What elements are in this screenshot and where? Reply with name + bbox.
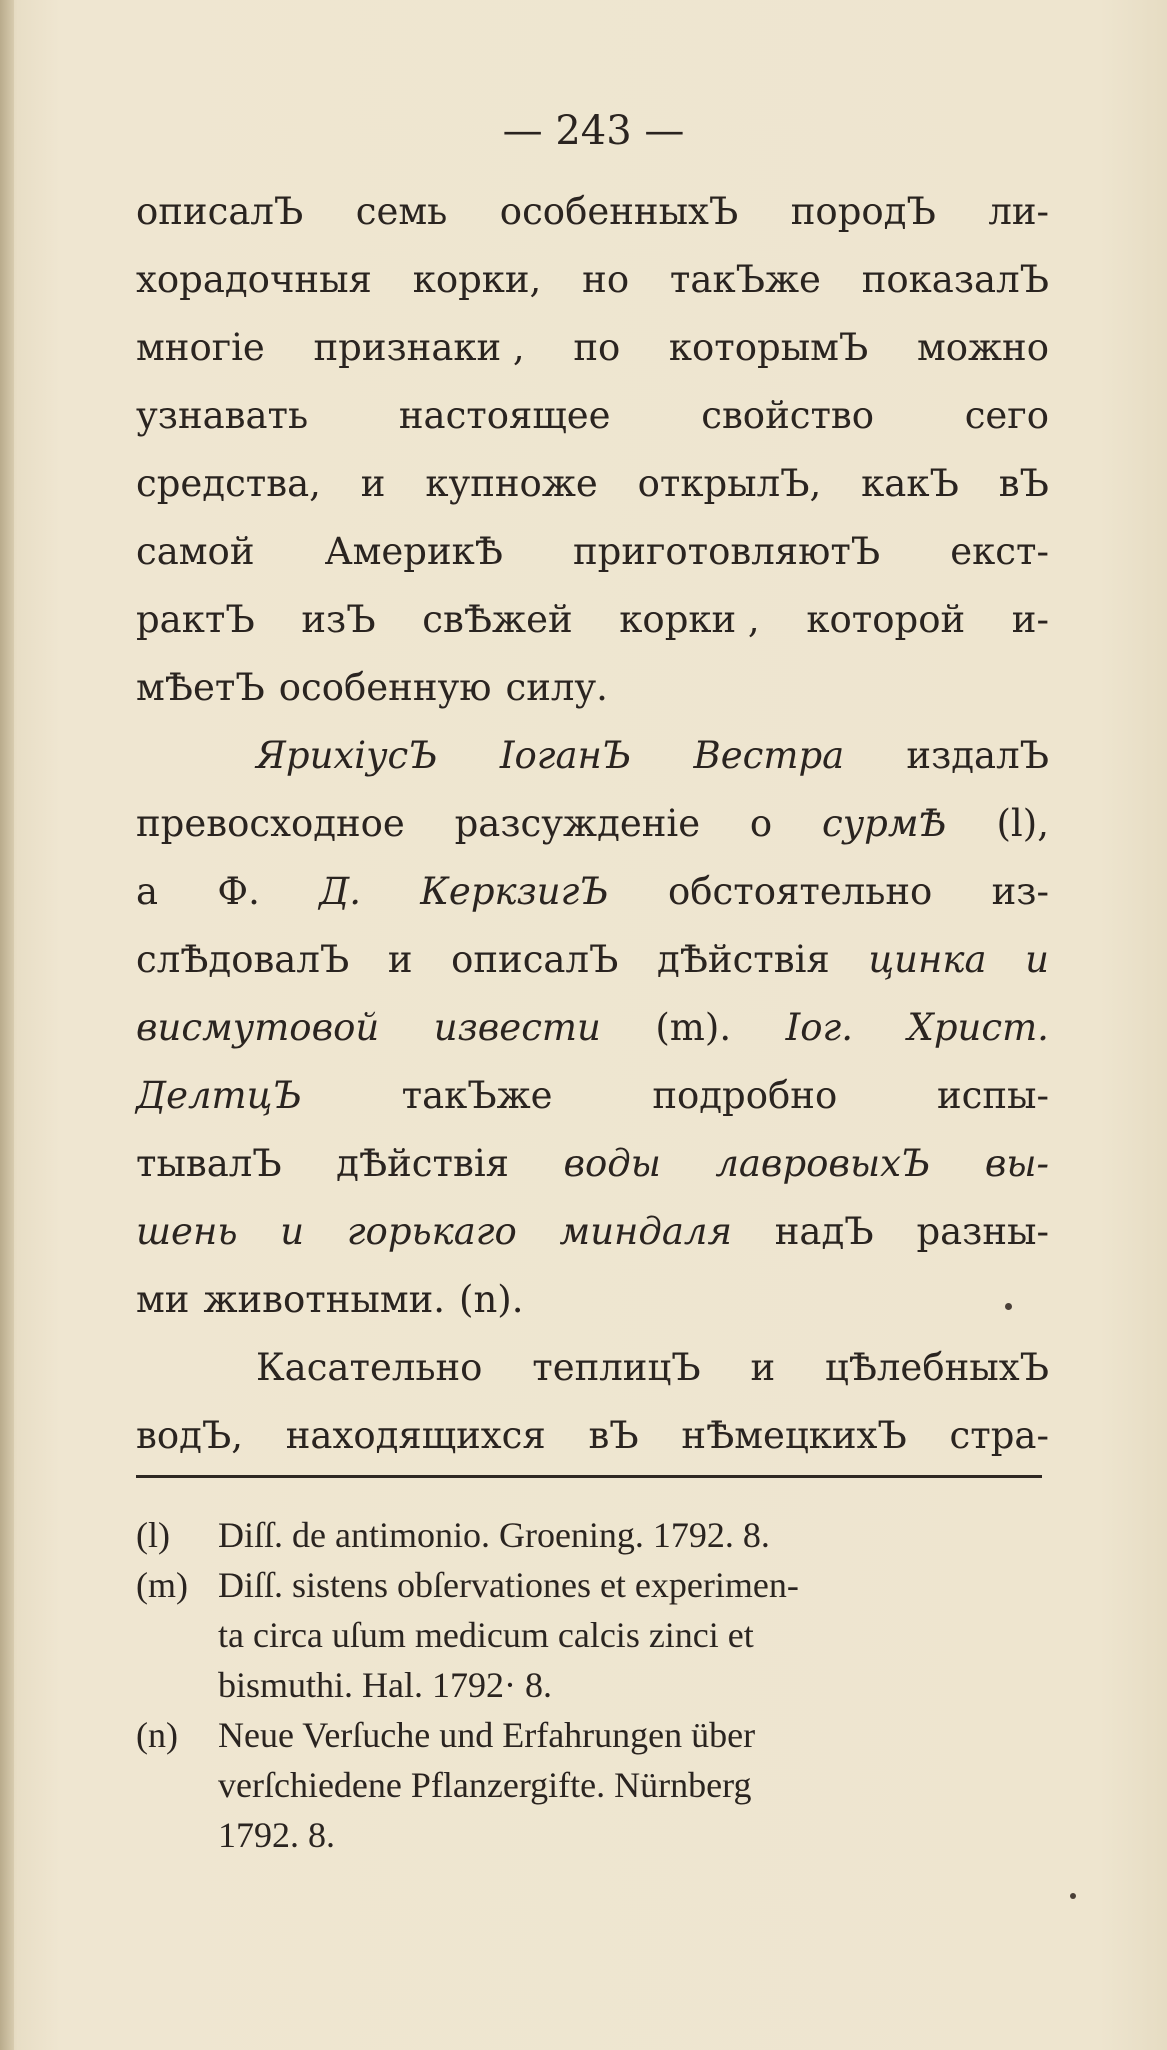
word: и [360, 462, 386, 505]
word: тывалЪ [136, 1142, 282, 1185]
word: хорадочныя [136, 258, 372, 301]
word: екст- [950, 530, 1049, 573]
text-line [136, 382, 1049, 450]
footnote-line: 1792. 8. [218, 1815, 335, 1855]
ink-spot [1070, 1893, 1076, 1899]
word: описалЪ [451, 938, 619, 981]
italic-word: горькаго [346, 1210, 517, 1253]
word: такЪже [401, 1074, 553, 1117]
word: семь [355, 190, 448, 233]
italic-word: Д. [319, 870, 361, 913]
word: самой [136, 530, 255, 573]
footnote-text [218, 1510, 1049, 1560]
word: разсужденіе [454, 802, 701, 845]
word: которымЪ [668, 326, 869, 369]
text-line [136, 1130, 1049, 1198]
footnotes [136, 1510, 1049, 1860]
word: корки , [619, 598, 760, 641]
italic-word: и [280, 1210, 305, 1253]
footnote-text [218, 1560, 1049, 1710]
italic-word: миндаля [559, 1210, 732, 1253]
word: о [749, 802, 773, 845]
word: узнавать [136, 394, 309, 437]
text-line [136, 314, 1049, 382]
footnote-line: bismuthi. Hal. 1792· 8. [218, 1665, 552, 1705]
text-line [136, 1266, 1049, 1334]
word: корки, [412, 258, 542, 301]
word: такЪже [669, 258, 821, 301]
footnote-line: Diſſ. sistens obſervationes et experimen- [218, 1565, 799, 1605]
word: издалЪ [906, 734, 1049, 777]
text-line [136, 654, 1049, 722]
italic-word: вы- [984, 1142, 1049, 1185]
word: особенныхЪ [499, 190, 739, 233]
footnote-mark: (l) [136, 1515, 170, 1555]
text-line [136, 1402, 1049, 1470]
text-line [136, 518, 1049, 586]
word: обстоятельно [668, 870, 933, 913]
word: разны- [916, 1210, 1049, 1253]
word: Ф. [217, 870, 260, 913]
word: вЪ [588, 1414, 639, 1457]
text-line [136, 994, 1049, 1062]
word: особенную [278, 666, 492, 709]
footnote-text [218, 1710, 1049, 1860]
word: силу. [505, 666, 608, 709]
footnote-mark: (n) [136, 1715, 178, 1755]
word: нѢмецкихЪ [681, 1414, 907, 1457]
italic-word: КеркзигЪ [420, 870, 609, 913]
word: которой [806, 598, 966, 641]
word: какЪ [861, 462, 959, 505]
word: АмерикѢ [324, 530, 503, 573]
footnote [136, 1510, 1049, 1560]
italic-word: ЯрихіусЪ [256, 734, 438, 777]
italic-word: Іог. [785, 1006, 853, 1049]
text-line [136, 790, 1049, 858]
italic-word: сурмѢ [821, 802, 947, 845]
word: слѢдовалЪ [136, 938, 350, 981]
text-line [136, 1062, 1049, 1130]
word: изЪ [301, 598, 376, 641]
word: можно [916, 326, 1049, 369]
word: (n). [459, 1278, 524, 1321]
text-line [136, 1334, 1049, 1402]
word: и [750, 1346, 776, 1389]
word: теплицЪ [532, 1346, 701, 1389]
word: подробно [652, 1074, 838, 1117]
word: средства, [136, 462, 321, 505]
word: купножe [425, 462, 598, 505]
footnote-separator [136, 1475, 1042, 1478]
word: дѢйствія [656, 938, 830, 981]
word: находящихся [285, 1414, 546, 1457]
footnote-line: verſchiedene Pflanzergifte. Nürnberg [218, 1765, 752, 1805]
word: ли- [988, 190, 1049, 233]
italic-word: цинка [868, 938, 987, 981]
word: стра- [949, 1414, 1049, 1457]
word: многіе [136, 326, 265, 369]
footnote [136, 1710, 1049, 1860]
italic-word: и [1025, 938, 1049, 981]
footnote-line: Diſſ. de antimonio. Groening. 1792. 8. [218, 1515, 770, 1555]
word: и [387, 938, 413, 981]
word: свѢжей [422, 598, 573, 641]
word: признаки , [313, 326, 525, 369]
word: по [573, 326, 621, 369]
text-line [136, 926, 1049, 994]
word: (m). [655, 1006, 732, 1049]
word: из- [991, 870, 1049, 913]
word: надЪ [774, 1210, 874, 1253]
word: превосходное [136, 802, 405, 845]
text-line [136, 722, 1049, 790]
word: настоящее [398, 394, 611, 437]
word: а [136, 870, 159, 913]
word: животными. [203, 1278, 446, 1321]
italic-word: ІоганЪ [499, 734, 632, 777]
italic-word: Христ. [907, 1006, 1049, 1049]
word: но [582, 258, 630, 301]
ink-spot [1005, 1303, 1012, 1310]
italic-word: воды [563, 1142, 661, 1185]
footnote-line: Neue Verſuche und Erfahrungen über [218, 1715, 756, 1755]
word: дѢйствія [336, 1142, 509, 1185]
footnote-mark: (m) [136, 1565, 188, 1605]
word: Касательно [256, 1346, 483, 1389]
word: свойство [701, 394, 875, 437]
word: мѢетЪ [136, 666, 265, 709]
italic-word: Вестра [693, 734, 845, 777]
italic-word: лавровыхЪ [715, 1142, 931, 1185]
text-line [136, 586, 1049, 654]
main-text [136, 178, 1049, 1470]
word: испы- [936, 1074, 1049, 1117]
word: открылЪ, [637, 462, 822, 505]
italic-word: извести [433, 1006, 601, 1049]
footnote-line: ta circa uſum medicum calcis zinci et [218, 1615, 754, 1655]
text-line [136, 858, 1049, 926]
word: (l), [996, 802, 1049, 845]
word: вЪ [998, 462, 1049, 505]
word: приготовляютЪ [573, 530, 881, 573]
text-line [136, 178, 1049, 246]
italic-word: висмутовой [136, 1006, 380, 1049]
word: показалЪ [861, 258, 1049, 301]
word: описалЪ [136, 190, 304, 233]
word: и- [1011, 598, 1049, 641]
word: водЪ, [136, 1414, 244, 1457]
word: ми [136, 1278, 190, 1321]
text-line [136, 1198, 1049, 1266]
word: цѢлебныхЪ [824, 1346, 1049, 1389]
page-number: — 243 — [502, 108, 685, 154]
italic-word: шень [136, 1210, 238, 1253]
text-line [136, 450, 1049, 518]
italic-word: ДелтцЪ [136, 1074, 302, 1117]
word: породЪ [790, 190, 936, 233]
word: рактЪ [136, 598, 255, 641]
word: сего [964, 394, 1049, 437]
page-gutter [0, 0, 14, 2050]
footnote [136, 1560, 1049, 1710]
text-line [136, 246, 1049, 314]
